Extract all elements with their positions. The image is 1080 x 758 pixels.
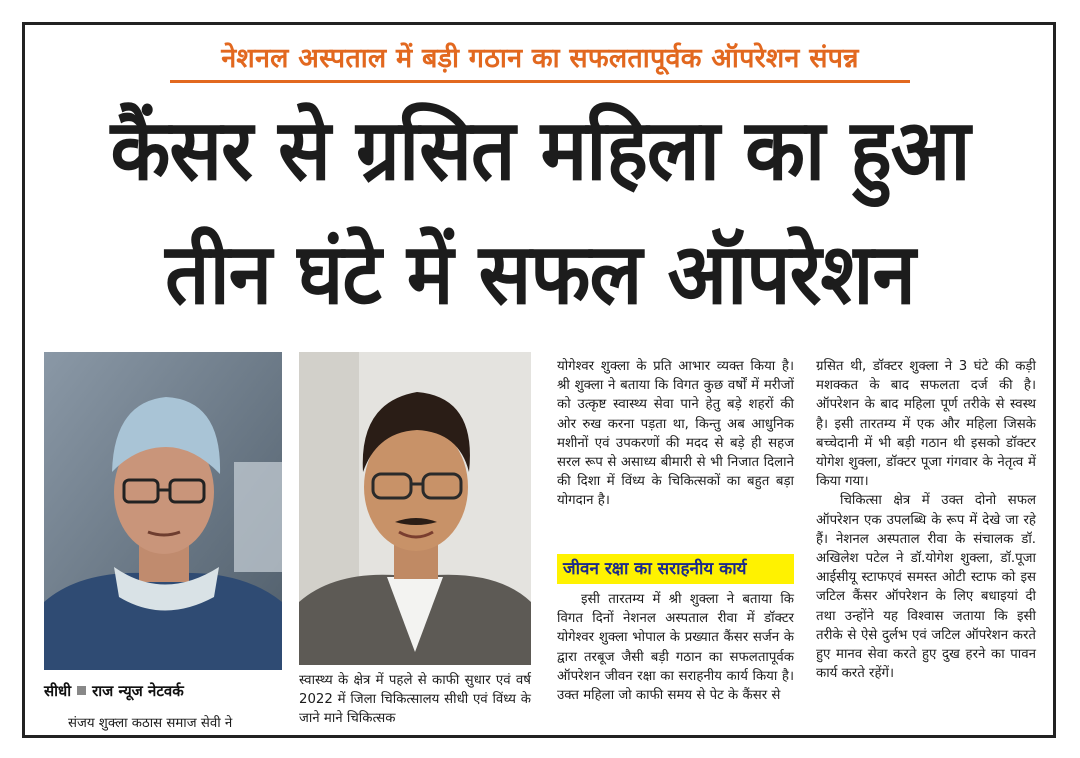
headline-line-1: कैंसर से ग्रसित महिला का हुआ — [110, 102, 970, 200]
column-3-paragraph-1: योगेश्वर शुक्ला के प्रति आभार व्यक्त किया है। श्री शुक्ला ने बताया कि विगत कुछ वर्षों में मरीजों को उत्कृष्ट स्वास्थ्य सेवा पाने हेतु बड़े शहरों की ओर रुख करना पड़ता था, किन्तु अब आधुनिक मशीनों एवं उपकरणों की मदद से बड़े ही सहज सरल रूप से असाध्य बीमारी से भी निजात दिलाने की दिशा में विंध्य के चिकित्सकों का बहुत बड़ा योगदान है। — [557, 359, 794, 509]
column-4-paragraph-1: ग्रसित थी, डॉक्टर शुक्ला ने 3 घंटे की कड़ी मशक्कत के बाद सफलता दर्ज की है। ऑपरेशन के बाद महिला पूर्ण तरीके से स्वस्थ है। इसी तारतम्य में एक और महिला जिसके बच्चेदानी में भी बड़ी गठान थी इसको डॉक्टर योगेश शुक्ला, डॉक्टर पूजा गंगवार के नेतृत्व में किया गया। — [816, 359, 1036, 490]
subheading: जीवन रक्षा का सराहनीय कार्य — [557, 554, 794, 584]
dateline-source: राज न्यूज नेटवर्क — [92, 682, 184, 700]
dateline-place: सीधी — [44, 682, 72, 700]
column-4 — [816, 357, 1036, 683]
photo-surgeon — [44, 352, 282, 670]
dateline — [44, 681, 184, 701]
square-bullet-icon — [77, 686, 86, 695]
kicker-headline: नेशनल अस्पताल में बड़ी गठान का सफलतापूर्वक ऑपरेशन संपन्न — [221, 43, 859, 74]
photo-doctor — [299, 352, 531, 665]
column-3-top — [557, 357, 794, 511]
column-2-text: स्वास्थ्य के क्षेत्र में पहले से काफी सुधार एवं वर्ष 2022 में जिला चिकित्सालय सीधी एवं विंध्य के जाने माने चिकित्सक — [299, 673, 531, 727]
headline-line-2: तीन घंटे में सफल ऑपरेशन — [165, 226, 915, 324]
column-1-text: संजय शुक्ला कठास समाज सेवी ने — [68, 716, 233, 731]
column-3-bottom — [557, 590, 794, 705]
column-4-paragraph-2: चिकित्सा क्षेत्र में उक्त दोनो सफल ऑपरेशन एक उपलब्धि के रूप में देखे जा रहे हैं। नेशनल अस्पताल रीवा के संचालक डॉ. अखिलेश पटेल ने डॉ.योगेश शुक्ला, डॉ.पूजा आईसीयू स्टाफएवं समस्त ओटी स्टाफ को इस जटिल कैंसर ऑपरेशन के लिए बधाइयां दी तथा उन्होंने यह विश्वास जताया कि इसी तरीके से ऐसे दुर्लभ एवं जटिल ऑपरेशन करते हुए मानव सेवा करते हुए दुख हरने का पावन कार्य करते रहेंगें। — [816, 493, 1036, 682]
kicker-underline — [170, 80, 910, 83]
column-3-paragraph-2: इसी तारतम्य में श्री शुक्ला ने बताया कि विगत दिनों नेशनल अस्पताल रीवा में डॉक्टर योगेश्वर शुक्ला भोपाल के प्रख्यात कैंसर सर्जन के द्वारा तरबूज जैसी बड़ी गठान का सफलतापूर्वक ऑपरेशन जीवन रक्षा का सराहनीय कार्य किया है। उक्त महिला जो काफी समय से पेट के कैंसर से — [557, 592, 794, 704]
column-1 — [44, 714, 282, 733]
column-2 — [299, 671, 531, 729]
